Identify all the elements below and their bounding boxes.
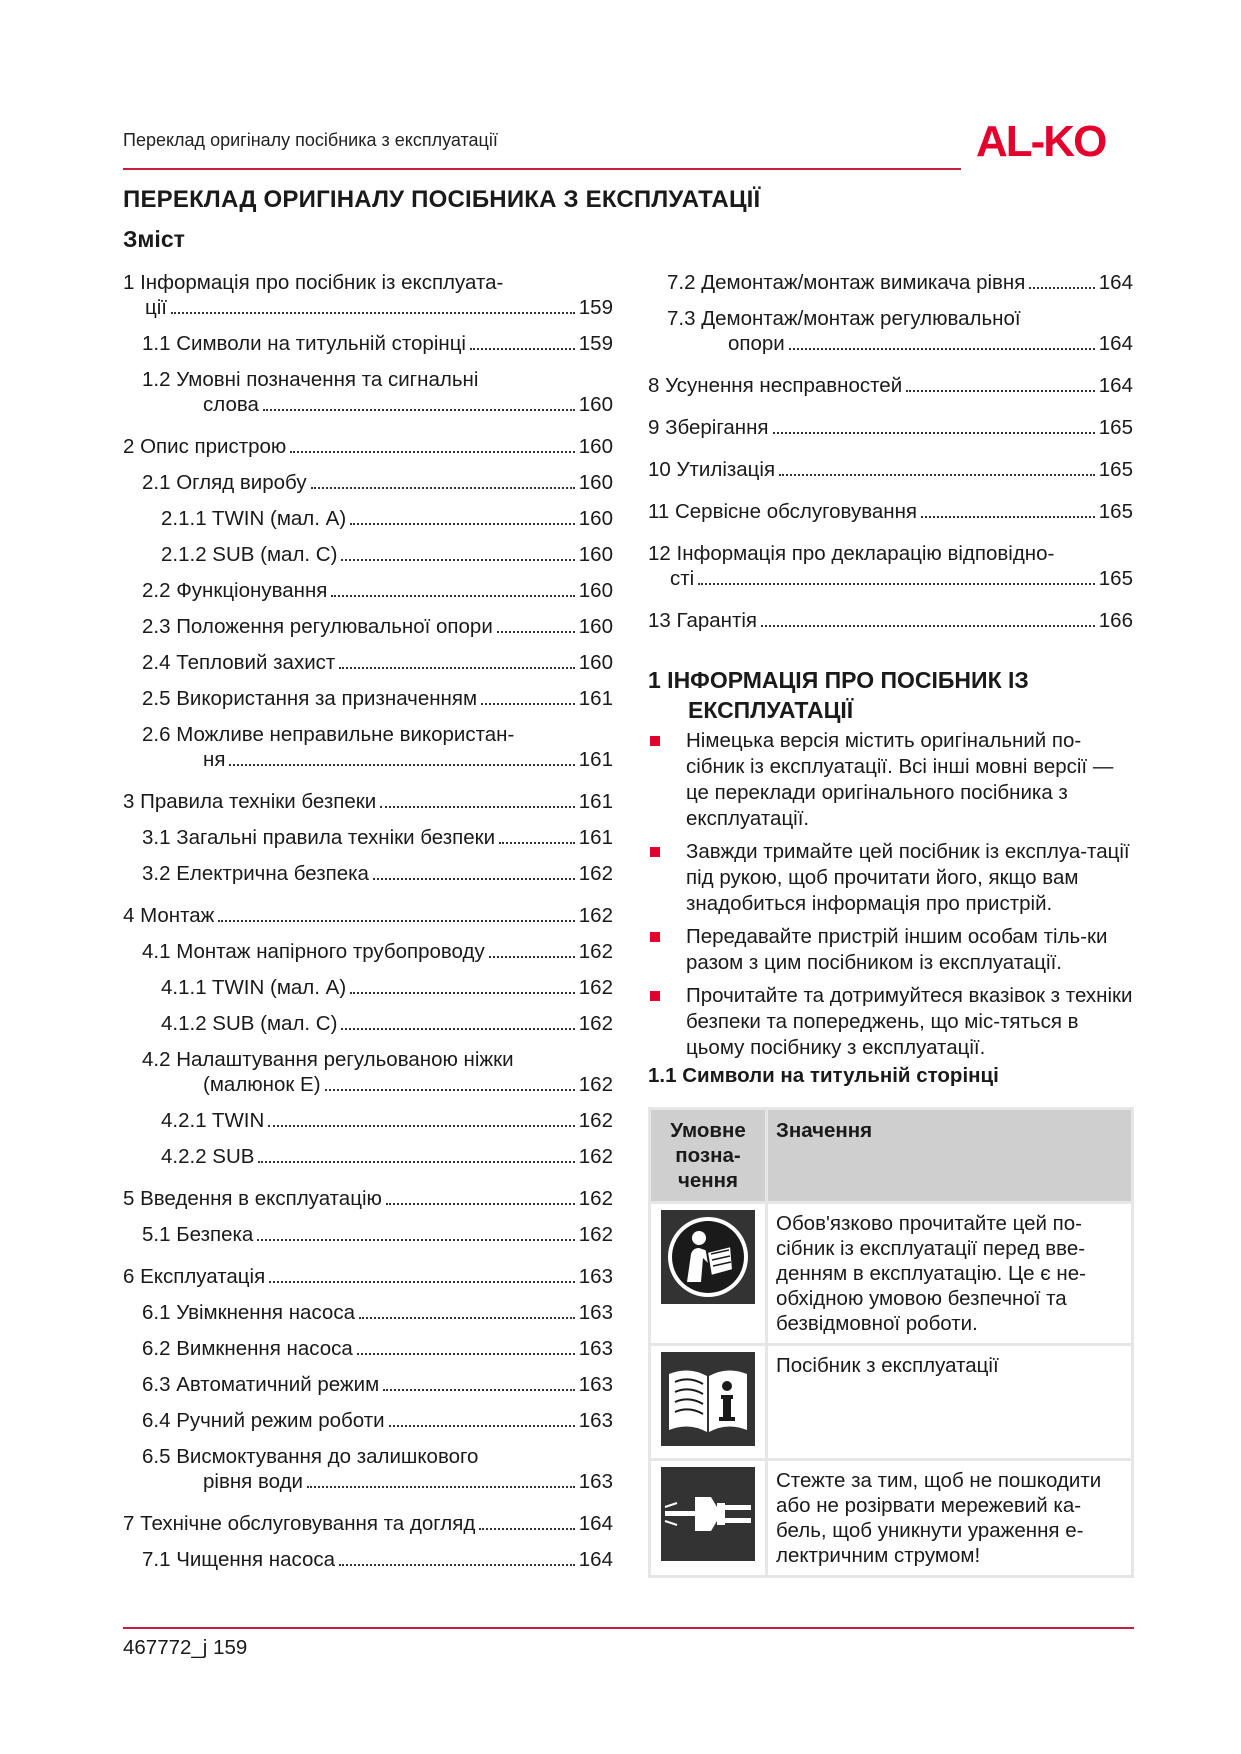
toc-page-number: 161 <box>578 687 613 710</box>
toc-entry-title: 6.4 Ручний режим роботи <box>142 1409 385 1432</box>
dot-leader <box>263 409 575 411</box>
dot-leader <box>307 1486 575 1488</box>
toc-page-number: 162 <box>578 1223 613 1246</box>
toc-page-number: 161 <box>578 790 613 813</box>
toc-entry[interactable] <box>648 457 1133 482</box>
toc-entry[interactable] <box>123 903 613 928</box>
toc-entry[interactable] <box>648 608 1133 633</box>
toc-entry-title: 5 Введення в експлуатацію <box>123 1187 382 1210</box>
column-header-symbol: Умовне позна-чення <box>650 1109 767 1203</box>
toc-entry[interactable] <box>123 686 613 711</box>
toc-page-number: 162 <box>578 976 613 999</box>
toc-entry[interactable] <box>123 470 613 495</box>
toc-heading: Зміст <box>123 226 185 252</box>
dot-leader <box>268 1125 574 1127</box>
toc-page-number: 159 <box>578 296 613 319</box>
toc-page-number: 160 <box>578 615 613 638</box>
bullet-item <box>648 924 1138 976</box>
dot-leader <box>258 1161 574 1163</box>
info-book-icon <box>661 1352 755 1446</box>
dot-leader <box>357 1353 575 1355</box>
dot-leader <box>481 703 575 705</box>
section-1-heading-line2: ЕКСПЛУАТАЦІЇ <box>688 697 854 723</box>
dot-leader <box>359 1317 575 1319</box>
toc-page-number: 162 <box>578 1109 613 1132</box>
toc-entry-title: 8 Усунення несправностей <box>648 374 903 397</box>
toc-entry[interactable] <box>123 1186 613 1211</box>
toc-entry-title: 6.1 Увімкнення насоса <box>142 1301 355 1324</box>
toc-page-number: 162 <box>578 940 613 963</box>
toc-page-number: 163 <box>578 1337 613 1360</box>
toc-page-number: 160 <box>578 651 613 674</box>
toc-page-number: 165 <box>1098 458 1133 481</box>
toc-entry-title: 6.5 Висмоктування до залишкового <box>142 1445 479 1468</box>
header-rule <box>123 168 961 170</box>
toc-entry-title: 2.3 Положення регулювальної опори <box>142 615 493 638</box>
toc-entry-title: 3 Правила техніки безпеки <box>123 790 377 813</box>
dot-leader <box>499 842 575 844</box>
toc-page-number: 161 <box>578 748 613 771</box>
meaning-cell: Обов'язково прочитайте цей по-сібник із експлуатації перед вве-денням в експлуатацію. Це є не-обхідною умовою безпечної та безвідмовної роботи. <box>767 1203 1133 1345</box>
toc-entry[interactable] <box>123 1144 613 1169</box>
toc-entry[interactable] <box>123 1300 613 1325</box>
toc-entry[interactable] <box>123 578 613 603</box>
toc-left-column <box>123 270 613 1583</box>
toc-entry-title: 6 Експлуатація <box>123 1265 266 1288</box>
alko-logo <box>976 116 1136 164</box>
toc-page-number: 159 <box>578 332 613 355</box>
dot-leader <box>389 1425 575 1427</box>
toc-page-number: 160 <box>578 471 613 494</box>
toc-entry-title: 4.2.2 SUB <box>161 1145 255 1168</box>
toc-entry[interactable] <box>123 1511 613 1536</box>
toc-entry-title: 4.1 Монтаж напірного трубопроводу <box>142 940 485 963</box>
toc-entry-title: 3.1 Загальні правила техніки безпеки <box>142 826 496 849</box>
symbol-cell <box>650 1460 767 1577</box>
toc-page-number: 165 <box>1098 500 1133 523</box>
toc-entry[interactable] <box>123 650 613 675</box>
dot-leader <box>386 1203 575 1205</box>
toc-entry[interactable] <box>648 270 1133 295</box>
toc-entry-title: 7.1 Чищення насоса <box>142 1548 336 1571</box>
toc-entry[interactable] <box>648 499 1133 524</box>
section-1-heading-line1: 1 ІНФОРМАЦІЯ ПРО ПОСІБНИК ІЗ <box>648 667 1029 693</box>
subsection-1-1-heading: 1.1 Символи на титульній сторінці <box>648 1064 999 1087</box>
toc-entry[interactable] <box>123 1408 613 1433</box>
toc-entry[interactable] <box>648 541 1133 591</box>
toc-entry[interactable] <box>123 542 613 567</box>
toc-entry[interactable] <box>123 939 613 964</box>
toc-entry-title: 2.1.1 TWIN (мал. A) <box>161 507 347 530</box>
toc-entry-title: 5.1 Безпека <box>142 1223 254 1246</box>
toc-entry-title: 6.2 Вимкнення насоса <box>142 1337 353 1360</box>
toc-page-number: 162 <box>578 862 613 885</box>
toc-entry[interactable] <box>123 975 613 1000</box>
toc-entry-title: 2.6 Можливе неправильне використан- <box>142 723 515 746</box>
toc-entry-title-continued: сті <box>670 567 695 590</box>
toc-entry-title: 2.2 Функціонування <box>142 579 328 602</box>
toc-page-number: 161 <box>578 826 613 849</box>
toc-entry[interactable] <box>123 506 613 531</box>
toc-page-number: 164 <box>1098 271 1133 294</box>
meaning-cell: Стежте за тим, щоб не пошкодити або не розірвати мережевий ка-бель, щоб уникнути ураження е-лектричним струмом! <box>767 1460 1133 1577</box>
page-footer <box>123 1636 247 1660</box>
toc-entry[interactable] <box>123 331 613 356</box>
toc-entry-title: 4.1.2 SUB (мал. C) <box>161 1012 338 1035</box>
toc-entry-title: 1.2 Умовні позначення та сигнальні <box>142 368 479 391</box>
toc-entry-title-continued: опори <box>728 332 785 355</box>
dot-leader <box>269 1281 575 1283</box>
section-1-heading <box>648 665 1128 725</box>
dot-leader <box>339 667 574 669</box>
toc-page-number: 160 <box>578 435 613 458</box>
dot-leader <box>761 625 1095 627</box>
page-number: 159 <box>213 1636 248 1659</box>
toc-entry-title: 2.4 Тепловий захист <box>142 651 336 674</box>
dot-leader <box>373 878 575 880</box>
toc-page-number: 165 <box>1098 416 1133 439</box>
toc-page-number: 164 <box>578 1548 613 1571</box>
toc-entry-title-continued: (малюнок E) <box>203 1073 321 1096</box>
dot-leader <box>311 487 575 489</box>
toc-entry-title: 4.2 Налаштування регульованою ніжки <box>142 1048 514 1071</box>
red-square-bullet-icon <box>650 736 660 746</box>
toc-entry[interactable] <box>123 1264 613 1289</box>
dot-leader <box>290 451 574 453</box>
dot-leader <box>325 1089 575 1091</box>
svg-text:AL-KO: AL-KO <box>976 117 1106 164</box>
toc-entry[interactable] <box>123 1547 613 1572</box>
red-square-bullet-icon <box>650 847 660 857</box>
bullet-text: Завжди тримайте цей посібник із експлуа-тації під рукою, щоб прочитати його, якщо вам знадобиться інформація про пристрій. <box>686 840 1130 915</box>
document-title: ПЕРЕКЛАД ОРИГІНАЛУ ПОСІБНИКА З ЕКСПЛУАТАЦІЇ <box>123 186 761 213</box>
dot-leader <box>218 920 574 922</box>
toc-page-number: 164 <box>578 1512 613 1535</box>
toc-entry-title: 4.1.1 TWIN (мал. A) <box>161 976 347 999</box>
toc-entry-title: 2.1.2 SUB (мал. C) <box>161 543 338 566</box>
toc-entry[interactable] <box>648 415 1133 440</box>
bullet-item <box>648 983 1138 1061</box>
symbol-cell <box>650 1203 767 1345</box>
bullet-item <box>648 839 1138 917</box>
meaning-cell: Посібник з експлуатації <box>767 1345 1133 1460</box>
dot-leader <box>257 1239 574 1241</box>
dot-leader <box>229 764 574 766</box>
toc-page-number: 164 <box>1098 374 1133 397</box>
section-1-bullet-list <box>648 728 1138 1068</box>
bullet-item <box>648 728 1138 832</box>
toc-entry[interactable] <box>123 789 613 814</box>
toc-entry-title-continued: ня <box>203 748 226 771</box>
toc-page-number: 163 <box>578 1470 613 1493</box>
toc-entry-title: 9 Зберігання <box>648 416 769 439</box>
toc-entry-title: 1.1 Символи на титульній сторінці <box>142 332 466 355</box>
footer-rule <box>123 1627 1134 1629</box>
toc-entry[interactable] <box>123 861 613 886</box>
toc-entry[interactable] <box>123 1336 613 1361</box>
toc-entry-title: 4 Монтаж <box>123 904 215 927</box>
dot-leader <box>341 559 574 561</box>
dot-leader <box>489 956 575 958</box>
toc-entry-title-continued: ції <box>145 296 167 319</box>
dot-leader <box>350 523 575 525</box>
toc-page-number: 160 <box>578 579 613 602</box>
dot-leader <box>380 806 575 808</box>
toc-entry-title: 7 Технічне обслуговування та догляд <box>123 1512 476 1535</box>
dot-leader <box>339 1564 575 1566</box>
toc-page-number: 160 <box>578 393 613 416</box>
toc-entry[interactable] <box>123 1444 613 1494</box>
toc-page-number: 163 <box>578 1373 613 1396</box>
toc-page-number: 162 <box>578 1145 613 1168</box>
dot-leader <box>1029 287 1094 289</box>
running-header: Переклад оригіналу посібника з експлуатації <box>123 130 498 150</box>
toc-entry-title: 11 Сервісне обслуговування <box>648 500 917 523</box>
dot-leader <box>779 474 1095 476</box>
dot-leader <box>497 631 575 633</box>
toc-entry[interactable] <box>123 1108 613 1133</box>
toc-entry[interactable] <box>123 722 613 772</box>
column-header-meaning: Значення <box>767 1109 1133 1203</box>
dot-leader <box>789 348 1095 350</box>
toc-entry-title-continued: слова <box>203 393 259 416</box>
toc-page-number: 163 <box>578 1301 613 1324</box>
toc-page-number: 162 <box>578 1073 613 1096</box>
symbols-table <box>648 1107 1134 1578</box>
bullet-text: Німецька версія містить оригінальний по-сібник із експлуатації. Всі інші мовні версії — це переклади оригінального посібника з експлуатації. <box>686 729 1114 830</box>
toc-page-number: 160 <box>578 543 613 566</box>
toc-entry[interactable] <box>123 1011 613 1036</box>
red-square-bullet-icon <box>650 991 660 1001</box>
toc-page-number: 162 <box>578 1187 613 1210</box>
toc-entry-title: 12 Інформація про декларацію відповідно- <box>648 542 1055 565</box>
toc-entry-title: 7.2 Демонтаж/монтаж вимикача рівня <box>667 271 1026 294</box>
toc-entry-title: 2.5 Використання за призначенням <box>142 687 478 710</box>
read-manual-icon <box>661 1210 755 1304</box>
table-header-row <box>650 1109 1133 1203</box>
toc-page-number: 164 <box>1098 332 1133 355</box>
toc-entry[interactable] <box>123 434 613 459</box>
dot-leader <box>331 595 574 597</box>
plug-cable-icon <box>661 1467 755 1561</box>
toc-entry-title: 10 Утилізація <box>648 458 776 481</box>
bullet-text: Передавайте пристрій іншим особам тіль-ки разом з цим посібником із експлуатації. <box>686 925 1108 974</box>
toc-page-number: 163 <box>578 1265 613 1288</box>
toc-page-number: 166 <box>1098 609 1133 632</box>
toc-entry[interactable] <box>123 270 613 320</box>
toc-entry-title: 3.2 Електрична безпека <box>142 862 369 885</box>
dot-leader <box>341 1028 574 1030</box>
dot-leader <box>171 312 575 314</box>
toc-entry[interactable] <box>123 1372 613 1397</box>
toc-entry-title: 2 Опис пристрою <box>123 435 287 458</box>
toc-page-number: 163 <box>578 1409 613 1432</box>
symbol-cell <box>650 1345 767 1460</box>
toc-entry-title: 2.1 Огляд виробу <box>142 471 307 494</box>
dot-leader <box>470 348 575 350</box>
toc-entry-title: 13 Гарантія <box>648 609 758 632</box>
bullet-text: Прочитайте та дотримуйтеся вказівок з техніки безпеки та попереджень, що міс-тяться в цьому посібнику з експлуатації. <box>686 984 1133 1059</box>
dot-leader <box>921 516 1095 518</box>
table-row <box>650 1345 1133 1460</box>
table-row <box>650 1460 1133 1577</box>
toc-entry[interactable] <box>123 825 613 850</box>
toc-entry-title: 1 Інформація про посібник із експлуата- <box>123 271 504 294</box>
table-row <box>650 1203 1133 1345</box>
dot-leader <box>479 1528 574 1530</box>
dot-leader <box>350 992 575 994</box>
toc-entry-title-continued: рівня води <box>203 1470 303 1493</box>
toc-page-number: 160 <box>578 507 613 530</box>
toc-entry[interactable] <box>123 614 613 639</box>
toc-entry[interactable] <box>648 306 1133 356</box>
dot-leader <box>698 583 1095 585</box>
toc-page-number: 165 <box>1098 567 1133 590</box>
toc-entry-title: 6.3 Автоматичний режим <box>142 1373 380 1396</box>
red-square-bullet-icon <box>650 932 660 942</box>
dot-leader <box>906 390 1095 392</box>
toc-entry[interactable] <box>648 373 1133 398</box>
toc-entry[interactable] <box>123 1047 613 1097</box>
toc-right-column <box>648 270 1133 644</box>
dot-leader <box>773 432 1095 434</box>
toc-entry-title: 4.2.1 TWIN <box>161 1109 265 1132</box>
toc-entry[interactable] <box>123 367 613 417</box>
document-number: 467772_j <box>123 1636 208 1659</box>
dot-leader <box>383 1389 575 1391</box>
toc-page-number: 162 <box>578 1012 613 1035</box>
toc-page-number: 162 <box>578 904 613 927</box>
toc-entry[interactable] <box>123 1222 613 1247</box>
toc-entry-title: 7.3 Демонтаж/монтаж регулювальної <box>667 307 1021 330</box>
